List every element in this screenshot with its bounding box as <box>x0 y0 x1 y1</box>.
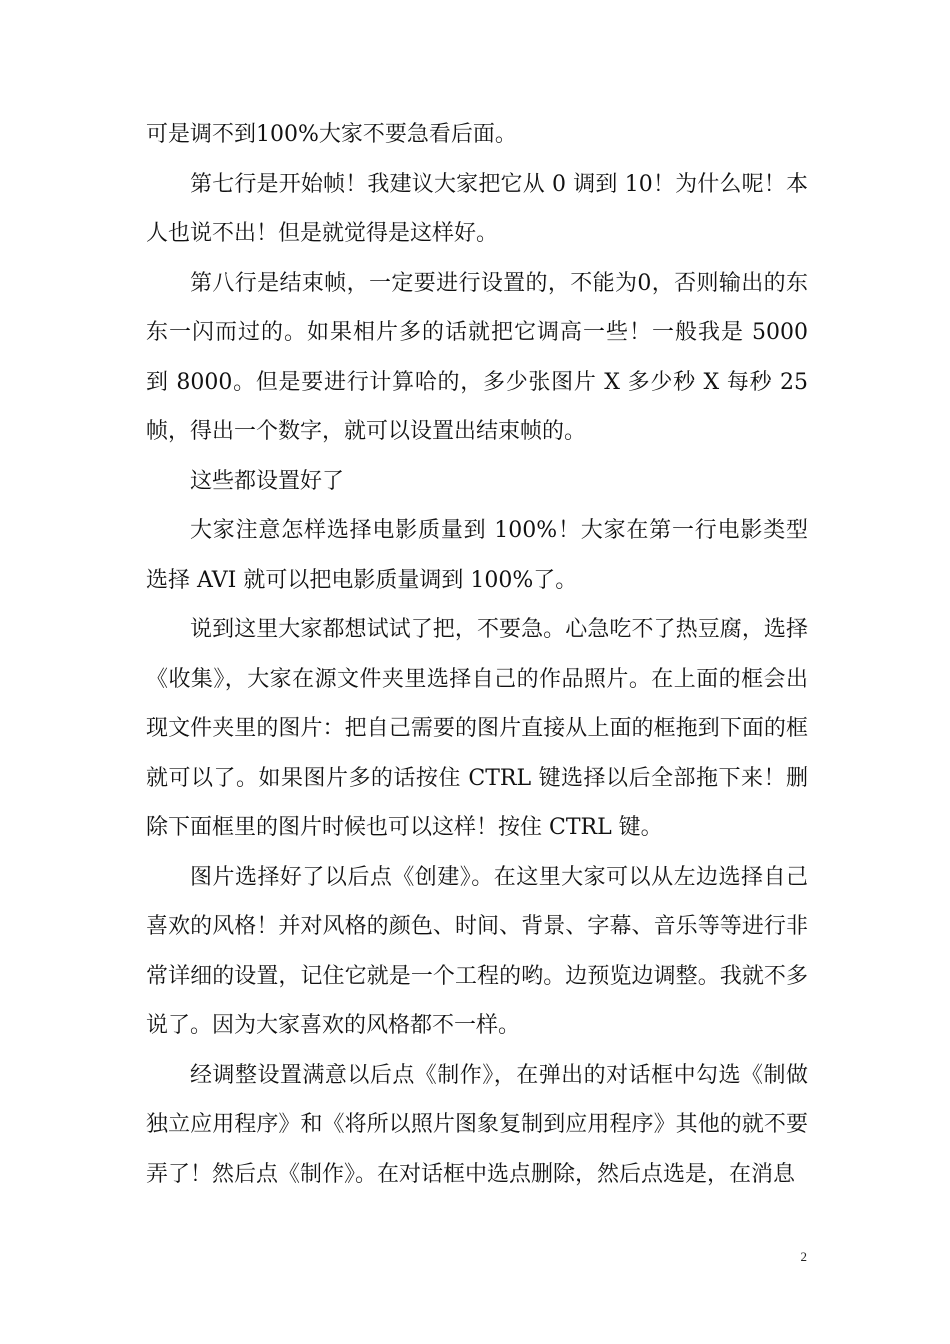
paragraph-7: 图片选择好了以后点《创建》。在这里大家可以从左边选择自己喜欢的风格！并对风格的颜色、时间、背景、字幕、音乐等等进行非常详细的设置，记住它就是一个工程的哟。边预览边调整。我就不多说了。因为大家喜欢的风格都不一样。 <box>146 864 808 1038</box>
paragraph-5: 大家注意怎样选择电影质量到 100%！大家在第一行电影类型选择 AVI 就可以把电影质量调到 100%了。 <box>146 518 808 593</box>
body-text <box>146 110 808 1199</box>
paragraph-8: 经调整设置满意以后点《制作》，在弹出的对话框中勾选《制做独立应用程序》和《将所以照片图象复制到应用程序》其他的就不要弄了！然后点《制作》。在对话框中选点删除，然后点选是，在消息 <box>146 1062 808 1187</box>
paragraph-2: 第七行是开始帧！我建议大家把它从 0 调到 10！为什么呢！本人也说不出！但是就觉得是这样好。 <box>146 171 808 246</box>
paragraph-4: 这些都设置好了 <box>190 468 345 494</box>
paragraph-3: 第八行是结束帧，一定要进行设置的，不能为0，否则输出的东东一闪而过的。如果相片多的话就把它调高一些！一般我是 5000 到 8000。但是要进行计算哈的，多少张图片 X 多少秒 X 每秒 25 帧，得出一个数字，就可以设置出结束帧的。 <box>146 270 808 444</box>
paragraph-1: 可是调不到100%大家不要急看后面。 <box>146 122 517 147</box>
page-number: 2 <box>800 1249 807 1264</box>
paragraph-6: 说到这里大家都想试试了把，不要急。心急吃不了热豆腐，选择《收集》，大家在源文件夹里选择自己的作品照片。在上面的框会出现文件夹里的图片：把自己需要的图片直接从上面的框拖到下面的框就可以了。如果图片多的话按住 CTRL 键选择以后全部拖下来！删除下面框里的图片时候也可以这样！按住 CTRL 键。 <box>146 617 808 840</box>
